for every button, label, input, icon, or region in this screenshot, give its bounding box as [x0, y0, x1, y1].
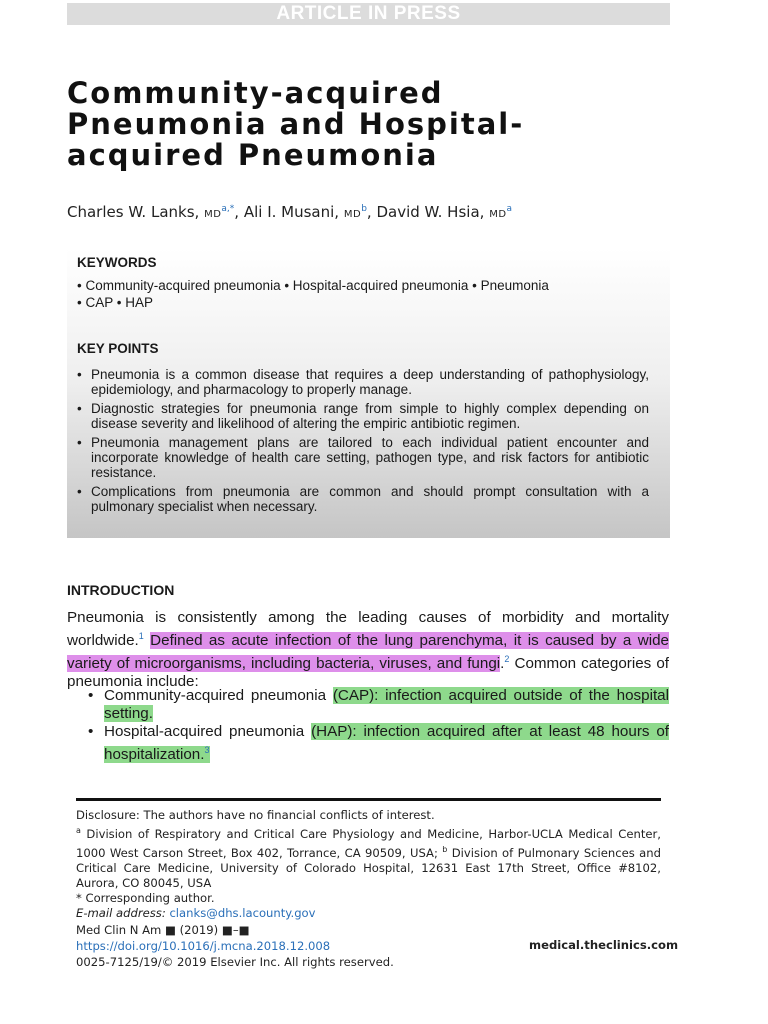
affiliation-a: Division of Respiratory and Critical Care Physiology and Medicine, Harbor-UCLA Medical Center, 1000 West Carson Street, Box 402, Torrance, CA 90509, USA;: [76, 826, 661, 860]
keywords-line: • CAP • HAP: [77, 295, 153, 310]
pneumonia-categories-list: [88, 687, 669, 764]
keywords-heading: KEYWORDS: [77, 255, 157, 270]
key-point: • Pneumonia management plans are tailored to each individual patient encounter and incorporate knowledge of health care setting, pathogen type, and risk factors for antibiotic resistance.: [77, 435, 649, 480]
author-degree: MD: [489, 209, 507, 220]
reference-link[interactable]: 3: [204, 745, 210, 755]
intro-text: .: [500, 655, 505, 673]
key-points-list: [77, 367, 649, 518]
category-item: [88, 687, 669, 723]
introduction-heading: INTRODUCTION: [67, 582, 175, 598]
key-point: • Diagnostic strategies for pneumonia range from simple to highly complex depending on disease severity and likelihood of altering the empiric antibiotic regimen.: [77, 401, 649, 431]
article-title: Community-acquired Pneumonia and Hospital-acquired Pneumonia: [67, 76, 525, 172]
disclosure: Disclosure: The authors have no financial conflicts of interest.: [76, 808, 435, 822]
author-degree: MD: [343, 209, 362, 220]
reference-link[interactable]: 2: [504, 654, 510, 665]
category-definition: (HAP): infection acquired after at least 48 hours of hospitalization.: [104, 723, 669, 764]
corresponding-author: * Corresponding author.: [76, 890, 215, 905]
highlighted-definition: (CAP): infection acquired outside of the hospital setting.: [104, 687, 669, 722]
reference-link[interactable]: 1: [138, 631, 144, 641]
author-list: Charles W. Lanks, $MD^{a,*}$, Ali I. Musani, $MD^b$, David W. Hsia, $MD^a$: [67, 203, 513, 221]
category-item: [88, 723, 669, 764]
affiliation-mark: b: [442, 844, 448, 854]
doi-link[interactable]: https://doi.org/10.1016/j.mcna.2018.12.008: [76, 939, 331, 953]
author-degree: MD: [204, 209, 222, 220]
author-name: Charles W. Lanks,: [67, 203, 200, 221]
journal-website[interactable]: medical.theclinics.com: [529, 938, 679, 952]
introduction-paragraph: [67, 609, 669, 691]
email-link[interactable]: clanks@dhs.lacounty.gov: [169, 905, 316, 920]
journal-citation: Med Clin N Am ■ (2019) ■–■: [76, 923, 250, 937]
keywords-line: • Community-acquired pneumonia • Hospital-acquired pneumonia • Pneumonia: [77, 278, 549, 293]
email-label: E-mail address:: [76, 905, 166, 920]
keywords-keypoints-box: [67, 248, 670, 538]
author-name: David W. Hsia,: [376, 203, 485, 221]
affiliation-mark[interactable]: a: [506, 204, 513, 214]
key-point: • Complications from pneumonia are common and should prompt consultation with a pulmonary specialist when necessary.: [77, 484, 649, 514]
key-point: • Pneumonia is a common disease that requires a deep understanding of pathophysiology, epidemiology, and pharmacology to properly manage.: [77, 367, 649, 397]
highlighted-definition: Defined as acute infection of the lung parenchyma, it is caused by a wide variety of microorganisms, including bacteria, viruses, and fungi: [67, 632, 669, 673]
key-points-heading: KEY POINTS: [77, 341, 159, 356]
footnote-divider: [76, 798, 661, 801]
category-term: Community-acquired pneumonia: [104, 687, 333, 704]
copyright-line: 0025-7125/19/© 2019 Elsevier Inc. All rights reserved.: [76, 955, 394, 969]
affiliation-mark[interactable]: b: [361, 204, 367, 214]
intro-text: Pneumonia is consistently among the leading causes of morbidity and mortality worldwide.: [67, 609, 669, 650]
affiliation-b: Division of Pulmonary Sciences and Critical Care Medicine, University of Colorado Hospital, 12631 East 17th Street, Office #8102, Aurora, CO 80045, USA: [76, 845, 661, 890]
affiliation-mark[interactable]: a,*: [221, 204, 235, 214]
affiliations: [76, 823, 661, 891]
article-in-press-banner: ARTICLE IN PRESS: [67, 3, 670, 25]
intro-text: Common categories of pneumonia include:: [67, 655, 669, 691]
affiliation-mark: a: [76, 826, 81, 835]
email-line: [76, 906, 661, 921]
category-term: Hospital-acquired pneumonia: [104, 723, 312, 740]
author-name: Ali I. Musani,: [243, 203, 340, 221]
footnotes: [76, 808, 661, 921]
